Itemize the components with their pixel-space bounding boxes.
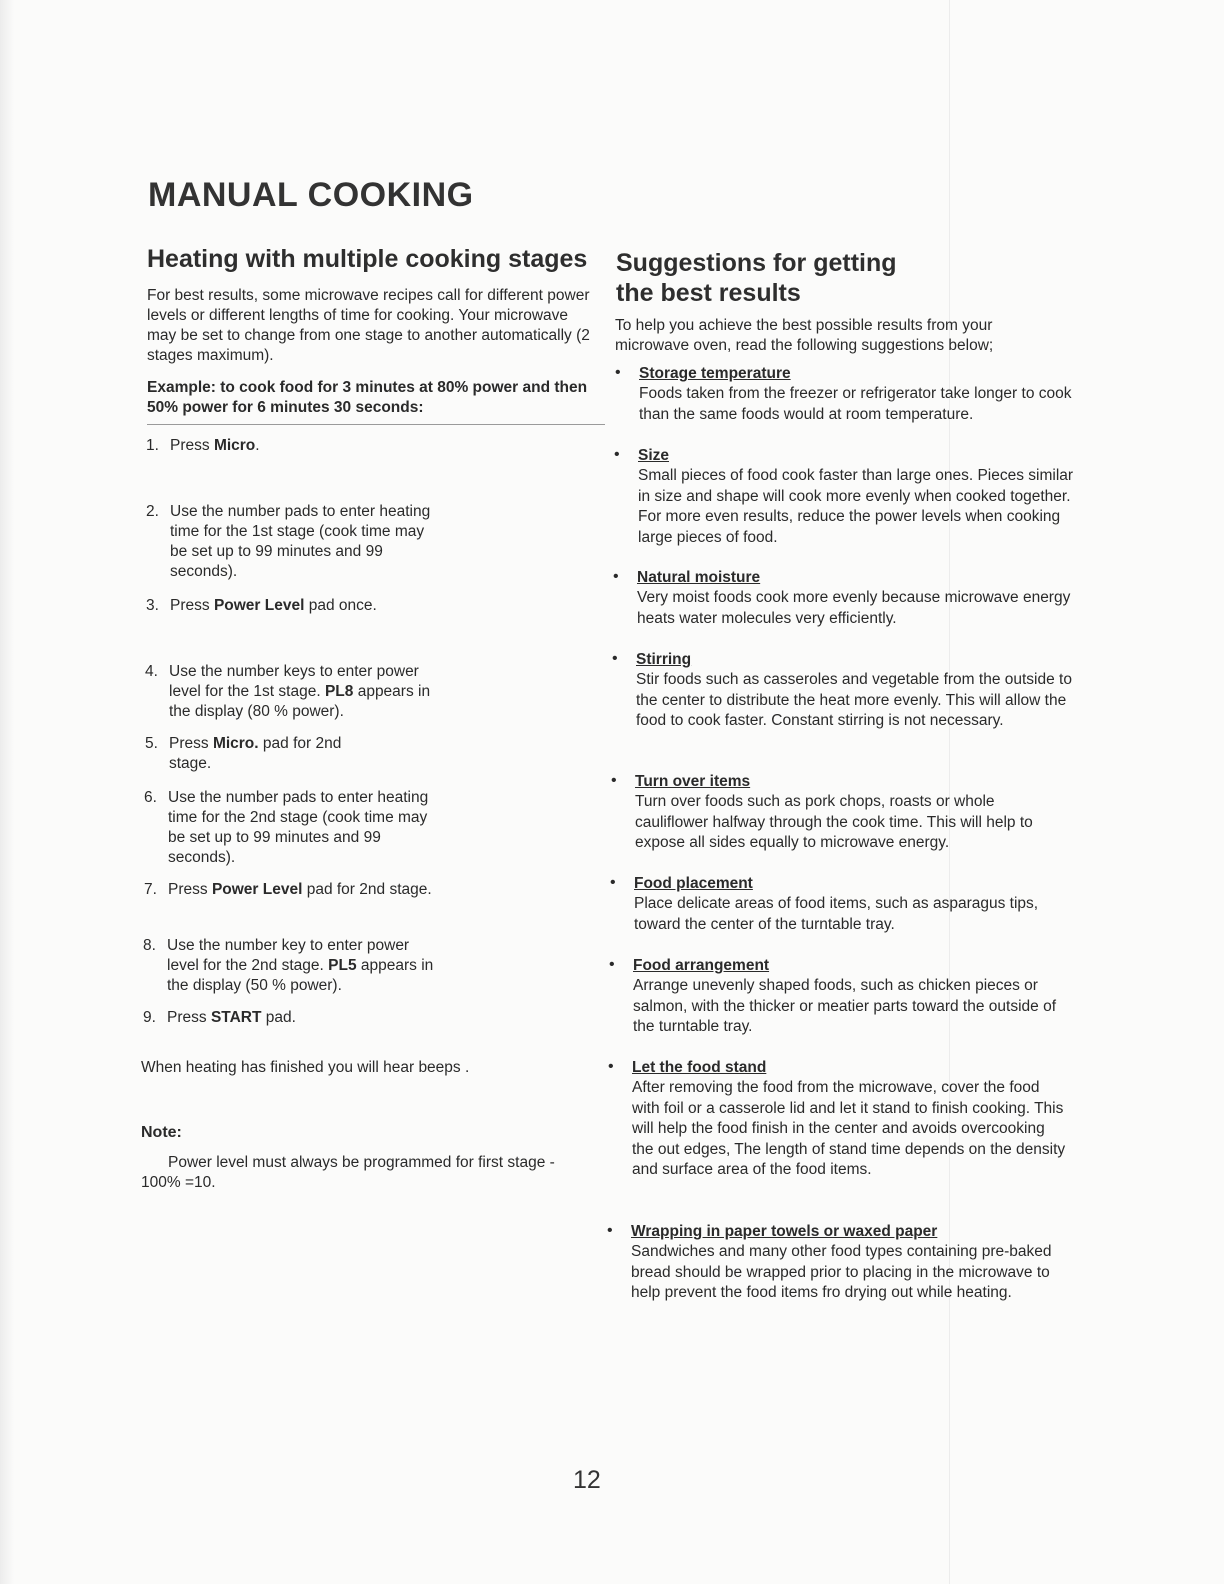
note-text: Power level must always be programmed for first stage - 100% =10. xyxy=(141,1154,555,1191)
tip-title: Let the food stand xyxy=(632,1059,767,1076)
tip-item: • Stirring Stir foods such as casseroles and vegetable from the outside to the center to distribute the heat more evenly. This will allow the food to cook faster. Constant stirring is not necessary. xyxy=(612,650,1072,732)
note-heading: Note: xyxy=(141,1124,182,1141)
step-item: 6. Use the number pads to enter heating time for the 2nd stage (cook time may be set up to 99 minutes and 99 seconds). xyxy=(144,789,429,866)
key-name: Micro xyxy=(213,437,256,454)
tip-text: Arrange unevenly shaped foods, such as chicken pieces or salmon, with the thicker or meatier parts toward the outside of the turntable tray. xyxy=(633,977,1057,1035)
step-item: 9. Press START pad. xyxy=(143,1009,296,1026)
tip-title: Stirring xyxy=(636,651,692,668)
display-code: PL5 xyxy=(328,957,357,974)
tip-text: Foods taken from the freezer or refrigerator take longer to cook than the same foods would at room temperature. xyxy=(639,385,1072,423)
tip-title: Food arrangement xyxy=(633,957,770,974)
finish-text: When heating has finished you will hear beeps . xyxy=(141,1059,470,1076)
tip-item: • Turn over items Turn over foods such as pork chops, roasts or whole cauliflower halfway through the cook time. This will help to expose all sides equally to microwave energy. xyxy=(611,772,1071,854)
step-item: 3. Press Power Level pad once. xyxy=(146,597,377,614)
tip-text: After removing the food from the microwave, cover the food with foil or a casserole lid and let it stand to finish cooking. This will help the food finish in the center and avoids overcooking the out edges, The length of stand time depends on the density and surface area of the food items. xyxy=(632,1079,1066,1178)
key-name: Power Level xyxy=(211,881,303,898)
tip-text: Very moist foods cook more evenly because microwave energy heats water molecules very efficiently. xyxy=(637,589,1071,627)
tip-item: • Natural moisture Very moist foods cook more evenly because microwave energy heats water molecules very efficiently. xyxy=(613,568,1073,629)
step-item: 8. Use the number key to enter power level for the 2nd stage. PL5 appears in the display (50 % power). xyxy=(143,937,434,994)
suggestions-intro: To help you achieve the best possible results from your microwave oven, read the following suggestions below; xyxy=(615,317,994,354)
key-name: START xyxy=(210,1009,262,1026)
left-column xyxy=(141,244,611,1191)
tip-text: Turn over foods such as pork chops, roasts or whole cauliflower halfway through the cook time. This will help to expose all sides equally to microwave energy. xyxy=(635,793,1033,851)
section-heading-multistage: Heating with multiple cooking stages xyxy=(147,245,588,273)
tip-text: Place delicate areas of food items, such as asparagus tips, toward the center of the turntable tray. xyxy=(634,895,1039,933)
multistage-intro: For best results, some microwave recipes call for different power levels or different lengths of time for cooking. Your microwave may be set to change from one stage to another automatically (2 stages maximum). xyxy=(147,287,590,364)
tip-text: Sandwiches and many other food types containing pre-baked bread should be wrapped prior to placing in the microwave to help prevent the food items fro drying out while heating. xyxy=(631,1243,1052,1301)
page-title: MANUAL COOKING xyxy=(148,176,474,214)
step-item: 2. Use the number pads to enter heating time for the 1st stage (cook time may be set up to 99 minutes and 99 seconds). xyxy=(146,503,431,580)
tip-title: Food placement xyxy=(634,875,753,892)
key-name: Micro. xyxy=(212,735,259,752)
right-column xyxy=(607,248,1083,1301)
tip-item: • Size Small pieces of food cook faster than large ones. Pieces similar in size and shape will cook more evenly when cooked together. For more even results, reduce the power levels when cooking large pieces of food. xyxy=(614,446,1074,548)
tip-item: • Food placement Place delicate areas of food items, such as asparagus tips, toward the center of the turntable tray. xyxy=(610,874,1070,935)
tip-title: Size xyxy=(638,447,670,464)
section-heading-suggestions: Suggestions for getting the best results xyxy=(616,249,897,307)
step-item: 1. Press Micro. xyxy=(146,437,260,454)
tip-item: • Storage temperature Foods taken from the freezer or refrigerator take longer to cook than the same foods would at room temperature. xyxy=(615,364,1075,425)
scan-edge-shadow xyxy=(0,0,14,1584)
step-item: 5. Press Micro. pad for 2nd stage. xyxy=(145,735,342,772)
tip-title: Storage temperature xyxy=(639,365,791,382)
tip-title: Natural moisture xyxy=(637,569,761,586)
example-instruction: Example: to cook food for 3 minutes at 80% power and then 50% power for 6 minutes 30 seconds: xyxy=(147,378,605,425)
step-item: 4. Use the number keys to enter power level for the 1st stage. PL8 appears in the display (80 % power). xyxy=(145,663,431,720)
page-number: 12 xyxy=(573,1466,601,1494)
tip-title: Wrapping in paper towels or waxed paper xyxy=(631,1223,938,1240)
tip-text: Small pieces of food cook faster than large ones. Pieces similar in size and shape will cook more evenly when cooked together. For more even results, reduce the power levels when cooking large pieces of food. xyxy=(638,467,1074,546)
step-item: 7. Press Power Level pad for 2nd stage. xyxy=(144,881,432,898)
tip-text: Stir foods such as casseroles and vegetable from the outside to the center to distribute the heat more evenly. This will allow the food to cook faster. Constant stirring is not necessary. xyxy=(636,671,1072,729)
tip-item: • Food arrangement Arrange unevenly shaped foods, such as chicken pieces or salmon, with the thicker or meatier parts toward the outside of the turntable tray. xyxy=(609,956,1069,1038)
display-code: PL8 xyxy=(324,683,354,700)
tip-item: • Wrapping in paper towels or waxed paper Sandwiches and many other food types containing pre-baked bread should be wrapped prior to placing in the microwave to help prevent the food items fro drying out while heating. xyxy=(607,1222,1067,1304)
tip-title: Turn over items xyxy=(635,773,751,790)
tip-item: • Let the food stand After removing the food from the microwave, cover the food with foil or a casserole lid and let it stand to finish cooking. This will help the food finish in the center and avoids overcooking the out edges, The length of stand time depends on the density and surface area of the food items. xyxy=(608,1058,1068,1181)
key-name: Power Level xyxy=(213,597,305,614)
